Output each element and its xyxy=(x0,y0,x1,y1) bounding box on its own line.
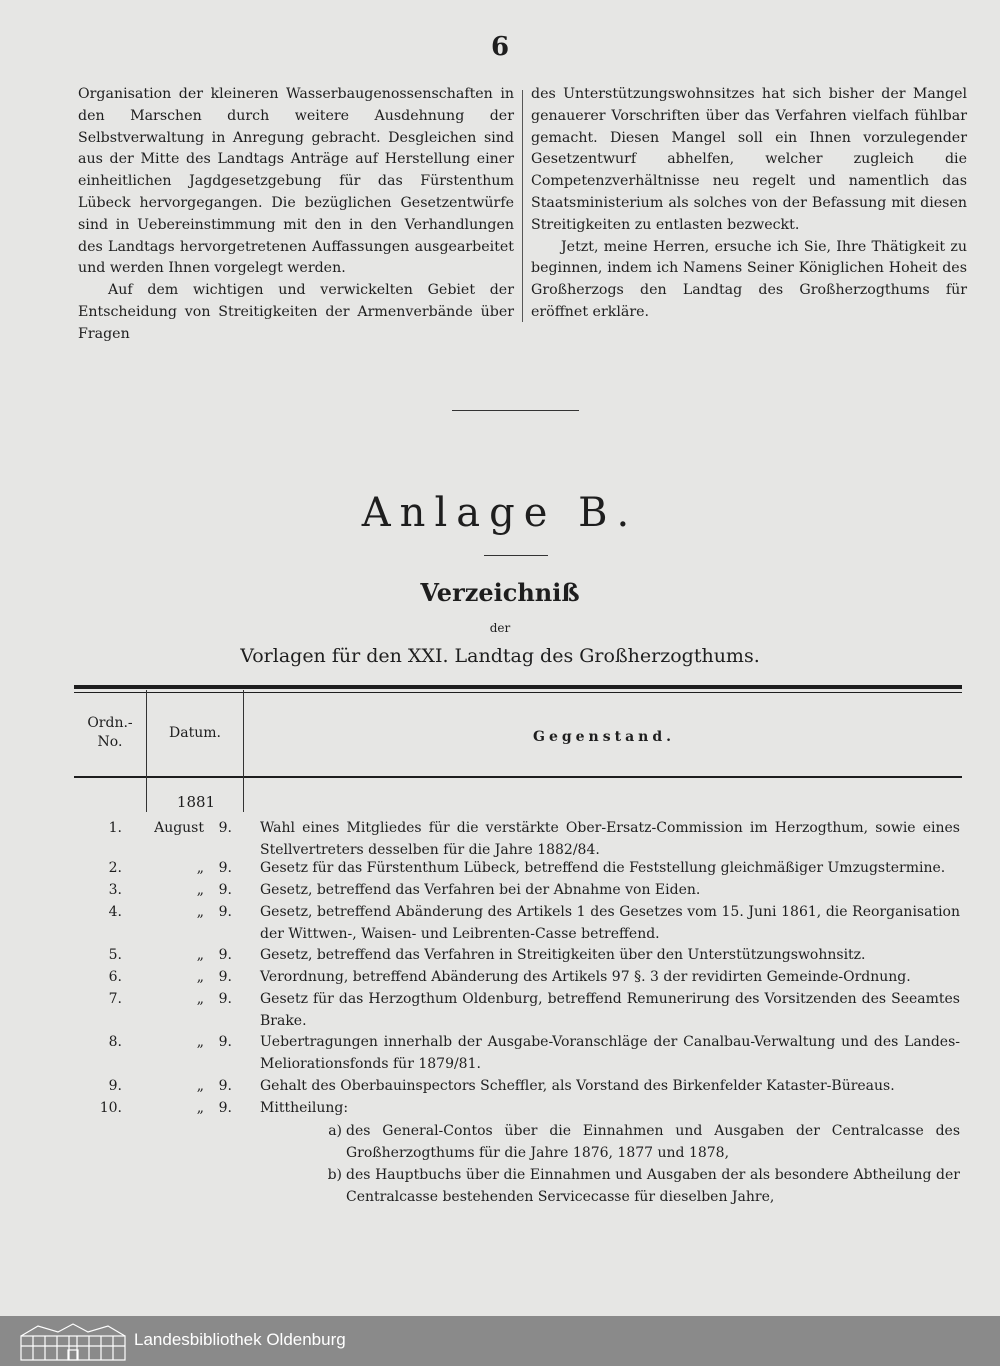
row-day: 9. xyxy=(218,904,232,920)
row-day: 9. xyxy=(218,1078,232,1094)
row-subject: Gesetz, betreffend das Verfahren in Streitigkeiten über den Unterstützungswohnsitz. xyxy=(260,947,866,963)
annex-title: Anlage B. xyxy=(361,490,639,536)
row-month: „ xyxy=(196,1034,204,1050)
row-subject: Mittheilung: xyxy=(260,1100,349,1116)
library-name: Landesbibliothek Oldenburg xyxy=(134,1330,346,1349)
row-subject: Wahl eines Mitgliedes für die verstärkte Ober-Ersatz-Commission im Herzogthum, sowie eines Stellvertreters desselben für die Jahre 1882/84. xyxy=(260,820,960,858)
table-top-rule xyxy=(74,685,962,689)
table-header-rule xyxy=(74,776,962,778)
row-number: 2. xyxy=(108,860,122,876)
row-month: „ xyxy=(196,904,204,920)
row-number: 3. xyxy=(108,882,122,898)
page-number: 6 xyxy=(490,32,510,62)
header-subject: Gegenstand. xyxy=(533,729,675,745)
row-month: August xyxy=(154,820,204,836)
row-number: 5. xyxy=(108,947,122,963)
paragraph: Auf dem wichtigen und verwickelten Gebiet der Entscheidung von Streitigkeiten der Armenverbände über Fragen xyxy=(78,282,514,342)
row-day: 9. xyxy=(218,860,232,876)
row-subject: Gesetz für das Herzogthum Oldenburg, betreffend Remunerirung des Vorsitzenden des Seeamtes Brake. xyxy=(260,991,960,1029)
row-day: 9. xyxy=(218,820,232,836)
row-month: „ xyxy=(196,860,204,876)
row-month: „ xyxy=(196,947,204,963)
row-day: 9. xyxy=(218,947,232,963)
table-year: 1881 xyxy=(176,793,216,811)
row-number: 1. xyxy=(108,820,122,836)
row-subject: Uebertragungen innerhalb der Ausgabe-Voranschläge der Canalbau-Verwaltung und des Landes-Meliorationsfonds für 1879/81. xyxy=(260,1034,960,1072)
paragraph: Organisation der kleineren Wasserbaugenossenschaften in den Marschen durch weitere Ausdehnung der Selbstverwaltung in Anregung gebracht. Desgleichen sind aus der Mitte des Landtags Anträge auf Herstellung einer einheitlichen Jagdgesetzgebung für das Fürstenthum Lübeck hervorgegangen. Die bezüglichen Gesetzentwürfe sind in Uebereinstimmung mit den in den Verhandlungen des Landtags hervorgetretenen Auffassungen ausgearbeitet und werden Ihnen vorgelegt werden. xyxy=(78,86,514,277)
row-month: „ xyxy=(196,1100,204,1116)
subitem-label: b) xyxy=(327,1167,342,1183)
library-building-icon xyxy=(18,1322,128,1362)
paragraph: Jetzt, meine Herren, ersuche ich Sie, Ihre Thätigkeit zu beginnen, indem ich Namens Seiner Königlichen Hoheit des Großherzogs den Landtag des Großherzogthums für eröffnet erkläre. xyxy=(531,238,967,320)
row-day: 9. xyxy=(218,1034,232,1050)
row-number: 9. xyxy=(108,1078,122,1094)
header-date: Datum. xyxy=(169,725,221,741)
subitem-text: des General-Contos über die Einnahmen und Ausgaben der Centralcasse des Großherzogthums für die Jahre 1876, 1877 und 1878, xyxy=(346,1123,960,1161)
text-column-left xyxy=(78,84,514,346)
library-footer xyxy=(0,1316,1000,1366)
text-column-right xyxy=(531,84,967,324)
title-separator xyxy=(484,555,548,556)
column-divider xyxy=(522,90,523,322)
row-subject: Gesetz, betreffend das Verfahren bei der Abnahme von Eiden. xyxy=(260,882,701,898)
row-month: „ xyxy=(196,1078,204,1094)
row-month: „ xyxy=(196,991,204,1007)
row-subject: Gesetz, betreffend Abänderung des Artikels 1 des Gesetzes vom 15. Juni 1861, die Reorganisation der Wittwen-, Waisen- und Leibrenten-Casse betreffend. xyxy=(260,904,960,942)
table-top-rule-thin xyxy=(74,692,962,693)
row-number: 8. xyxy=(108,1034,122,1050)
list-title-der: der xyxy=(489,621,511,635)
row-month: „ xyxy=(196,969,204,985)
row-subject: Gehalt des Oberbauinspectors Scheffler, als Vorstand des Birkenfelder Kataster-Büreaus. xyxy=(260,1078,895,1094)
paragraph: des Unterstützungswohnsitzes hat sich bisher der Mangel genauerer Vorschriften über das Verfahren vielfach fühlbar gemacht. Diesen Mangel soll ein Ihnen vorzulegender Gesetzentwurf abhelfen, welcher zugleich die Competenzverhältnisse neu regelt und namentlich das Staatsministerium als solches von der Befassung mit diesen Streitigkeiten zu entlasten bezweckt. xyxy=(531,86,967,233)
row-day: 9. xyxy=(218,991,232,1007)
row-month: „ xyxy=(196,882,204,898)
header-number: Ordn.- No. xyxy=(87,715,133,750)
row-number: 6. xyxy=(108,969,122,985)
table-vline-1 xyxy=(146,690,147,812)
section-separator xyxy=(452,410,579,411)
subitem-label: a) xyxy=(328,1123,342,1139)
row-number: 7. xyxy=(108,991,122,1007)
row-day: 9. xyxy=(218,882,232,898)
list-title: Verzeichniß xyxy=(420,578,580,607)
row-subject: Verordnung, betreffend Abänderung des Artikels 97 §. 3 der revidirten Gemeinde-Ordnung. xyxy=(260,969,911,985)
row-day: 9. xyxy=(218,1100,232,1116)
row-number: 4. xyxy=(108,904,122,920)
list-subtitle: Vorlagen für den XXI. Landtag des Großherzogthums. xyxy=(240,645,760,667)
subitem-text: des Hauptbuchs über die Einnahmen und Ausgaben der als besondere Abtheilung der Centralcasse bestehenden Servicecasse für dieselben Jahre, xyxy=(346,1167,960,1205)
table-vline-2 xyxy=(243,690,244,812)
row-day: 9. xyxy=(218,969,232,985)
row-number: 10. xyxy=(99,1100,122,1116)
row-subject: Gesetz für das Fürstenthum Lübeck, betreffend die Feststellung gleichmäßiger Umzugstermine. xyxy=(260,860,946,876)
